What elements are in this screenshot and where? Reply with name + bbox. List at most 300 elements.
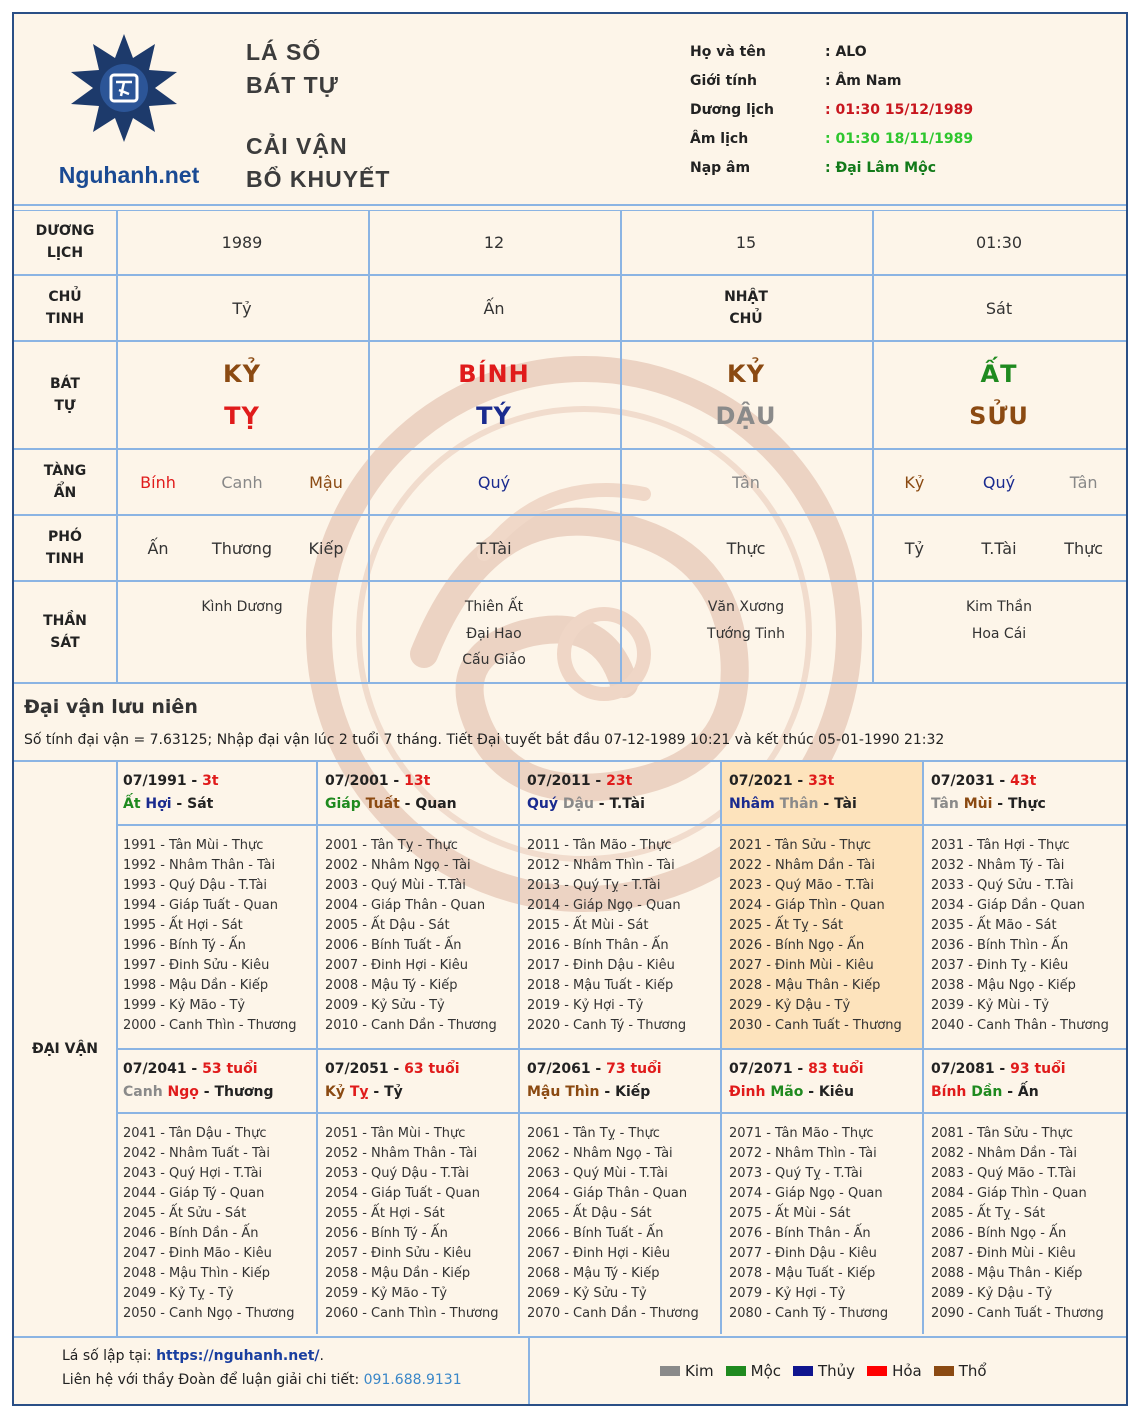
year-item: 2050 - Canh Ngọ - Thương — [123, 1306, 295, 1321]
dai-van-table — [14, 760, 1126, 1338]
period-date: 07/2031 - 43t — [931, 773, 1037, 789]
year-item: 2089 - Kỷ Dậu - Tỷ — [931, 1286, 1053, 1301]
year-item: 2078 - Mậu Tuất - Kiếp — [729, 1266, 876, 1281]
sub-stars — [476, 539, 511, 558]
pillar — [716, 353, 777, 437]
spirit-star: Kình Dương — [201, 599, 283, 615]
year-item: 2039 - Kỷ Mùi - Tỷ — [931, 998, 1050, 1013]
header — [14, 14, 1126, 204]
year-item: 2001 - Tân Tỵ - Thực — [325, 838, 458, 853]
year-item: 2085 - Ất Tỵ - Sát — [931, 1206, 1046, 1221]
pillar — [223, 353, 261, 437]
dai-van-period — [520, 1050, 722, 1334]
year-item: 2046 - Bính Dần - Ấn — [123, 1226, 259, 1241]
year-item: 1991 - Tân Mùi - Thực — [123, 838, 264, 853]
year-item: 2052 - Nhâm Thân - Tài — [325, 1146, 478, 1161]
year-item: 2088 - Mậu Thân - Kiếp — [931, 1266, 1083, 1281]
period-date: 07/2011 - 23t — [527, 773, 633, 789]
year-item: 2041 - Tân Dậu - Thực — [123, 1126, 267, 1141]
period-years — [924, 1114, 1126, 1324]
grid-cell: 1989 — [116, 210, 370, 274]
hidden-stems — [116, 473, 368, 492]
year-item: 2045 - Ất Sửu - Sát — [123, 1206, 247, 1221]
year-item: 2070 - Canh Dần - Thương — [527, 1306, 699, 1321]
sub-star: Ấn — [147, 538, 169, 558]
grid-cell — [872, 342, 1126, 448]
period-god: Sát — [187, 796, 214, 812]
info-label: Nạp âm — [690, 160, 751, 176]
phone-link[interactable]: 091.688.9131 — [363, 1372, 462, 1388]
period-header — [318, 762, 518, 826]
year-item: 2000 - Canh Thìn - Thương — [123, 1018, 297, 1033]
period-age: 3t — [202, 773, 219, 789]
grid-cell — [116, 450, 370, 514]
year-item: 2043 - Quý Hợi - T.Tài — [123, 1166, 263, 1181]
year-item: 2079 - Kỷ Hợi - Tỷ — [729, 1286, 846, 1301]
period-header — [116, 762, 316, 826]
grid-cell — [620, 516, 874, 580]
info-label: Âm lịch — [690, 131, 749, 147]
period-god: Thực — [1007, 796, 1046, 812]
title-line-1: LÁ SỐ — [246, 39, 322, 65]
period-header — [520, 762, 720, 826]
dai-van-period — [924, 1050, 1126, 1334]
grid-row-tang-an — [14, 450, 1126, 516]
period-chi: Tuất — [365, 796, 400, 812]
hidden-stems — [478, 473, 510, 492]
hidden-stem: Kỷ — [904, 472, 925, 492]
period-pillar: Mậu Thìn - Kiếp — [527, 1084, 651, 1100]
period-age: 13t — [404, 773, 431, 789]
year-item: 1999 - Kỷ Mão - Tỷ — [123, 998, 246, 1013]
period-row-divider — [116, 1048, 1126, 1050]
year-item: 2036 - Bính Thìn - Ấn — [931, 938, 1069, 953]
info-value: : Đại Lâm Mộc — [825, 160, 937, 176]
pillar-can: KỶ — [223, 360, 261, 388]
year-item: 2080 - Canh Tý - Thương — [729, 1306, 889, 1321]
period-can: Bính — [931, 1084, 967, 1100]
period-can: Giáp — [325, 796, 361, 812]
period-date: 07/2081 - 93 tuổi — [931, 1061, 1066, 1077]
period-years — [318, 1114, 518, 1324]
period-years — [520, 826, 720, 1036]
year-item: 2035 - Ất Mão - Sát — [931, 918, 1057, 933]
grid-cell: 01:30 — [975, 232, 1023, 252]
title-line-4: BỔ KHUYẾT — [246, 166, 391, 192]
dai-van-period — [722, 762, 924, 1048]
period-date: 07/2041 - 53 tuổi — [123, 1061, 258, 1077]
legend-label: Thủy — [818, 1362, 856, 1380]
year-item: 1994 - Giáp Tuất - Quan — [123, 898, 278, 913]
sub-star: Tỷ — [904, 538, 924, 558]
info-label: Dương lịch — [690, 102, 774, 118]
period-date: 07/2001 - 13t — [325, 773, 431, 789]
period-age: 73 tuổi — [606, 1061, 662, 1077]
year-item: 2032 - Nhâm Tý - Tài — [931, 858, 1065, 873]
period-chi: Hợi — [145, 796, 172, 812]
dai-van-period — [722, 1050, 924, 1334]
grid-cell — [368, 450, 622, 514]
year-item: 2025 - Ất Tỵ - Sát — [729, 918, 844, 933]
year-item: 2055 - Ất Hợi - Sát — [325, 1206, 445, 1221]
year-item: 2017 - Đinh Dậu - Kiêu — [527, 958, 675, 973]
period-years — [924, 826, 1126, 1036]
period-god: Tài — [834, 796, 857, 812]
year-item: 2034 - Giáp Dần - Quan — [931, 898, 1085, 913]
year-item: 2058 - Mậu Dần - Kiếp — [325, 1266, 471, 1281]
info-value: : Âm Nam — [825, 73, 902, 89]
spirit-star: Đại Hao — [466, 625, 522, 642]
sub-star: Kiếp — [308, 538, 344, 558]
period-chi: Mùi — [963, 796, 993, 812]
spirit-star: Văn Xương — [707, 599, 785, 615]
legend-swatch — [867, 1366, 887, 1376]
sub-star: T.Tài — [981, 538, 1017, 558]
period-date: 07/2071 - 83 tuổi — [729, 1061, 864, 1077]
period-start: 07/2081 — [931, 1061, 995, 1077]
period-can: Quý — [527, 796, 558, 812]
period-can: Đinh — [729, 1084, 766, 1100]
period-god: Kiêu — [818, 1084, 855, 1100]
year-item: 2062 - Nhâm Ngọ - Tài — [527, 1146, 673, 1161]
year-item: 2065 - Ất Dậu - Sát — [527, 1206, 652, 1221]
year-item: 2073 - Quý Tỵ - T.Tài — [729, 1166, 863, 1181]
year-item: 2087 - Đinh Mùi - Kiêu — [931, 1246, 1076, 1261]
year-item: 2061 - Tân Tỵ - Thực — [527, 1126, 660, 1141]
year-item: 2015 - Ất Mùi - Sát — [527, 918, 649, 933]
year-item: 2011 - Tân Mão - Thực — [527, 838, 672, 853]
row-label: PHÓ TINH — [14, 516, 118, 580]
period-chi: Thìn — [565, 1084, 600, 1100]
period-start: 07/2041 — [123, 1061, 187, 1077]
year-item: 2009 - Kỷ Sửu - Tỷ — [325, 998, 445, 1013]
year-item: 2028 - Mậu Thân - Kiếp — [729, 978, 881, 993]
year-item: 2071 - Tân Mão - Thực — [729, 1126, 874, 1141]
info-row — [690, 125, 973, 154]
year-item: 2022 - Nhâm Dần - Tài — [729, 858, 875, 873]
year-item: 2024 - Giáp Thìn - Quan — [729, 898, 885, 913]
star-logo-icon — [69, 32, 179, 142]
sub-stars — [727, 539, 766, 558]
hidden-stem: Canh — [221, 472, 263, 492]
year-item: 2057 - Đinh Sửu - Kiêu — [325, 1246, 472, 1261]
year-item: 2066 - Bính Tuất - Ấn — [527, 1226, 664, 1241]
year-item: 2031 - Tân Hợi - Thực — [931, 838, 1070, 853]
period-age: 83 tuổi — [808, 1061, 864, 1077]
spirit-stars — [620, 594, 872, 647]
title-block — [246, 36, 390, 196]
period-chi: Dần — [971, 1084, 1003, 1100]
sub-stars — [872, 539, 1126, 558]
hidden-stem: Bính — [140, 472, 176, 492]
year-item: 2048 - Mậu Thìn - Kiếp — [123, 1266, 270, 1281]
grid-cell — [620, 450, 874, 514]
grid-cell: Ấn — [368, 276, 622, 340]
sub-stars — [116, 539, 368, 558]
grid-cell — [872, 582, 1126, 682]
footer-contact-line: Liên hệ với thầy Đoàn để luận giải chi tiết: 091.688.9131 — [62, 1372, 462, 1388]
pillar-can: KỶ — [727, 360, 765, 388]
grid-cell — [116, 582, 370, 682]
period-can: Nhâm — [729, 796, 775, 812]
grid-row-duong-lich — [14, 210, 1126, 276]
year-item: 2082 - Nhâm Dần - Tài — [931, 1146, 1077, 1161]
footer-left — [14, 1336, 530, 1404]
period-pillar: Bính Dần - Ấn — [931, 1084, 1039, 1100]
period-start: 07/2051 — [325, 1061, 389, 1077]
year-item: 2002 - Nhâm Ngọ - Tài — [325, 858, 471, 873]
period-god: Quan — [415, 796, 457, 812]
period-age: 33t — [808, 773, 835, 789]
year-item: 1998 - Mậu Dần - Kiếp — [123, 978, 269, 993]
year-item: 2016 - Bính Thân - Ấn — [527, 938, 669, 953]
year-item: 2084 - Giáp Thìn - Quan — [931, 1186, 1087, 1201]
pillar-chi: TÝ — [476, 402, 512, 430]
spirit-star: Thiên Ất — [464, 599, 524, 615]
period-start: 07/2061 — [527, 1061, 591, 1077]
period-age: 53 tuổi — [202, 1061, 258, 1077]
legend-label: Thổ — [958, 1362, 987, 1380]
period-header — [924, 762, 1126, 826]
period-header — [318, 1050, 518, 1114]
hidden-stem: Mậu — [309, 472, 343, 492]
personal-info — [690, 38, 973, 183]
grid-cell — [620, 582, 874, 682]
site-name: Nguhanh.net — [58, 162, 200, 188]
year-item: 2051 - Tân Mùi - Thực — [325, 1126, 466, 1141]
year-item: 2012 - Nhâm Thìn - Tài — [527, 858, 675, 873]
legend-swatch — [934, 1366, 954, 1376]
year-item: 2076 - Bính Thân - Ấn — [729, 1226, 871, 1241]
year-item: 2069 - Kỷ Sửu - Tỷ — [527, 1286, 647, 1301]
period-god: Tỷ — [384, 1084, 403, 1100]
spirit-stars — [368, 594, 620, 674]
year-item: 2044 - Giáp Tý - Quan — [123, 1186, 265, 1201]
dai-van-period — [924, 762, 1126, 1048]
dai-van-period — [116, 1050, 318, 1334]
period-can: Ất — [123, 796, 141, 812]
info-row — [690, 38, 973, 67]
period-date: 07/1991 - 3t — [123, 773, 219, 789]
grid-cell — [368, 516, 622, 580]
year-item: 2020 - Canh Tý - Thương — [527, 1018, 687, 1033]
year-item: 2083 - Quý Mão - T.Tài — [931, 1166, 1076, 1181]
grid-cell — [116, 342, 370, 448]
spirit-stars — [116, 594, 368, 621]
year-item: 2038 - Mậu Ngọ - Kiếp — [931, 978, 1076, 993]
year-item: 2063 - Quý Mùi - T.Tài — [527, 1166, 668, 1181]
period-years — [116, 826, 316, 1036]
year-item: 1993 - Quý Dậu - T.Tài — [123, 878, 268, 893]
hidden-stem: Tân — [1069, 472, 1098, 492]
year-item: 2019 - Kỷ Hợi - Tỷ — [527, 998, 644, 1013]
spirit-star: Kim Thần — [965, 599, 1033, 615]
year-item: 2074 - Giáp Ngọ - Quan — [729, 1186, 883, 1201]
pillar-can: BÍNH — [458, 360, 530, 388]
period-pillar: Ất Hợi - Sát — [123, 796, 214, 812]
period-chi: Ngọ — [167, 1084, 199, 1100]
hidden-stem: Tân — [732, 472, 760, 492]
year-item: 2067 - Đinh Hợi - Kiêu — [527, 1246, 671, 1261]
year-item: 2037 - Đinh Tỵ - Kiêu — [931, 958, 1069, 973]
year-item: 2068 - Mậu Tý - Kiếp — [527, 1266, 660, 1281]
year-item: 2030 - Canh Tuất - Thương — [729, 1018, 902, 1033]
year-item: 2027 - Đinh Mùi - Kiêu — [729, 958, 874, 973]
period-years — [722, 1114, 922, 1324]
year-item: 2004 - Giáp Thân - Quan — [325, 898, 486, 913]
period-start: 07/2001 — [325, 773, 389, 789]
year-item: 2013 - Quý Tỵ - T.Tài — [527, 878, 661, 893]
period-age: 43t — [1010, 773, 1037, 789]
grid-cell — [872, 450, 1126, 514]
hidden-stems — [732, 473, 760, 492]
hidden-stem: Quý — [477, 472, 511, 492]
spirit-star: Hoa Cái — [971, 625, 1027, 642]
element-legend — [660, 1362, 999, 1380]
info-row — [690, 154, 973, 183]
hidden-stems — [872, 473, 1126, 492]
legend-item — [660, 1362, 714, 1380]
title-line-2: BÁT TỰ — [246, 72, 339, 98]
year-item: 1992 - Nhâm Thân - Tài — [123, 858, 276, 873]
period-god: T.Tài — [609, 796, 645, 812]
year-item: 2053 - Quý Dậu - T.Tài — [325, 1166, 470, 1181]
period-header — [520, 1050, 720, 1114]
year-item: 2081 - Tân Sửu - Thực — [931, 1126, 1074, 1141]
year-item: 2026 - Bính Ngọ - Ấn — [729, 938, 865, 953]
period-header — [116, 1050, 316, 1114]
sub-star: Thương — [211, 538, 273, 558]
dai-van-period — [520, 762, 722, 1048]
pillar-chi: TỴ — [224, 402, 260, 430]
pillar — [458, 353, 529, 437]
year-item: 2054 - Giáp Tuất - Quan — [325, 1186, 480, 1201]
legend-label: Kim — [685, 1362, 714, 1380]
year-item: 1996 - Bính Tý - Ấn — [123, 938, 246, 953]
grid-row-bat-tu — [14, 342, 1126, 450]
grid-cell: Tỷ — [116, 276, 370, 340]
year-item: 2003 - Quý Mùi - T.Tài — [325, 878, 466, 893]
info-row — [690, 67, 973, 96]
period-age: 93 tuổi — [1010, 1061, 1066, 1077]
year-item: 2029 - Kỷ Dậu - Tỷ — [729, 998, 851, 1013]
legend-item — [934, 1362, 987, 1380]
row-label: DƯƠNG LỊCH — [14, 210, 118, 274]
period-chi: Dậu — [562, 796, 594, 812]
grid-cell: 15 — [620, 210, 874, 274]
period-years — [116, 1114, 316, 1324]
dai-van-title: Đại vận lưu niên — [24, 696, 198, 718]
year-item: 1995 - Ất Hợi - Sát — [123, 918, 243, 933]
period-god: Ấn — [1017, 1084, 1039, 1100]
year-item: 2008 - Mậu Tý - Kiếp — [325, 978, 458, 993]
period-chi: Thân — [779, 796, 819, 812]
period-start: 07/2021 — [729, 773, 793, 789]
year-item: 2090 - Canh Tuất - Thương — [931, 1306, 1104, 1321]
year-item: 2056 - Bính Tý - Ấn — [325, 1226, 448, 1241]
info-value: : 01:30 15/12/1989 — [825, 102, 974, 118]
year-item: 2077 - Đinh Dậu - Kiêu — [729, 1246, 877, 1261]
info-label: Họ và tên — [690, 44, 766, 60]
period-pillar: Đinh Mão - Kiêu — [729, 1084, 855, 1100]
legend-label: Mộc — [750, 1362, 781, 1380]
spirit-star: Tướng Tinh — [707, 625, 785, 642]
period-can: Canh — [123, 1084, 163, 1100]
period-start: 07/2071 — [729, 1061, 793, 1077]
year-item: 2023 - Quý Mão - T.Tài — [729, 878, 874, 893]
legend-label: Hỏa — [892, 1362, 922, 1380]
grid-cell — [368, 342, 622, 448]
grid-row-pho-tinh — [14, 516, 1126, 582]
period-header — [722, 762, 922, 826]
site-link[interactable]: https://nguhanh.net/ — [156, 1348, 320, 1364]
year-item: 2049 - Kỷ Tỵ - Tỷ — [123, 1286, 234, 1301]
period-date: 07/2021 - 33t — [729, 773, 835, 789]
period-start: 07/1991 — [123, 773, 187, 789]
period-can: Tân — [931, 796, 959, 812]
info-label: Giới tính — [690, 73, 758, 89]
year-item: 2007 - Đinh Hợi - Kiêu — [325, 958, 469, 973]
year-item: 2018 - Mậu Tuất - Kiếp — [527, 978, 674, 993]
period-pillar: Nhâm Thân - Tài — [729, 796, 857, 812]
legend-item — [726, 1362, 781, 1380]
period-date: 07/2061 - 73 tuổi — [527, 1061, 662, 1077]
period-years — [318, 826, 518, 1036]
period-start: 07/2011 — [527, 773, 591, 789]
year-item: 2075 - Ất Mùi - Sát — [729, 1206, 851, 1221]
year-item: 2010 - Canh Dần - Thương — [325, 1018, 497, 1033]
year-item: 2040 - Canh Thân - Thương — [931, 1018, 1109, 1033]
dai-van-period — [318, 762, 520, 1048]
year-item: 2072 - Nhâm Thìn - Tài — [729, 1146, 877, 1161]
period-age: 23t — [606, 773, 633, 789]
sub-star: Thực — [726, 538, 766, 558]
title-line-3: CẢI VẬN — [246, 133, 348, 159]
row-label: BÁT TỰ — [14, 342, 118, 448]
year-item: 2021 - Tân Sửu - Thực — [729, 838, 872, 853]
chart-page — [12, 12, 1128, 1406]
period-pillar: Kỷ Tỵ - Tỷ — [325, 1084, 403, 1100]
pillar-can: ẤT — [980, 360, 1018, 388]
year-item: 2064 - Giáp Thân - Quan — [527, 1186, 688, 1201]
period-years — [520, 1114, 720, 1324]
legend-swatch — [660, 1366, 680, 1376]
footer — [14, 1336, 1126, 1404]
period-god: Kiếp — [615, 1084, 651, 1100]
pillar-chi: DẬU — [715, 402, 777, 430]
period-age: 63 tuổi — [404, 1061, 460, 1077]
period-can: Kỷ — [325, 1084, 345, 1100]
year-item: 2047 - Đinh Mão - Kiêu — [123, 1246, 272, 1261]
period-chi: Mão — [770, 1084, 804, 1100]
grid-cell: 12 — [368, 210, 622, 274]
period-pillar: Tân Mùi - Thực — [931, 796, 1046, 812]
grid-cell — [620, 276, 874, 340]
year-item: 2033 - Quý Sửu - T.Tài — [931, 878, 1074, 893]
period-can: Mậu — [527, 1084, 561, 1100]
grid-cell — [368, 582, 622, 682]
period-header — [722, 1050, 922, 1114]
grid-cell: Sát — [985, 298, 1013, 318]
row-label: CHỦ TINH — [14, 276, 118, 340]
grid-cell — [872, 516, 1126, 580]
dai-van-note: Số tính đại vận = 7.63125; Nhập đại vận lúc 2 tuổi 7 tháng. Tiết Đại tuyết bắt đầu 07-12-1989 10:21 và kết thúc 05-01-1990 21:32 — [24, 732, 945, 748]
legend-item — [867, 1362, 922, 1380]
year-item: 2042 - Nhâm Tuất - Tài — [123, 1146, 270, 1161]
year-item: 2086 - Bính Ngọ - Ấn — [931, 1226, 1067, 1241]
dai-van-period — [116, 762, 318, 1048]
sub-star: T.Tài — [476, 538, 512, 558]
